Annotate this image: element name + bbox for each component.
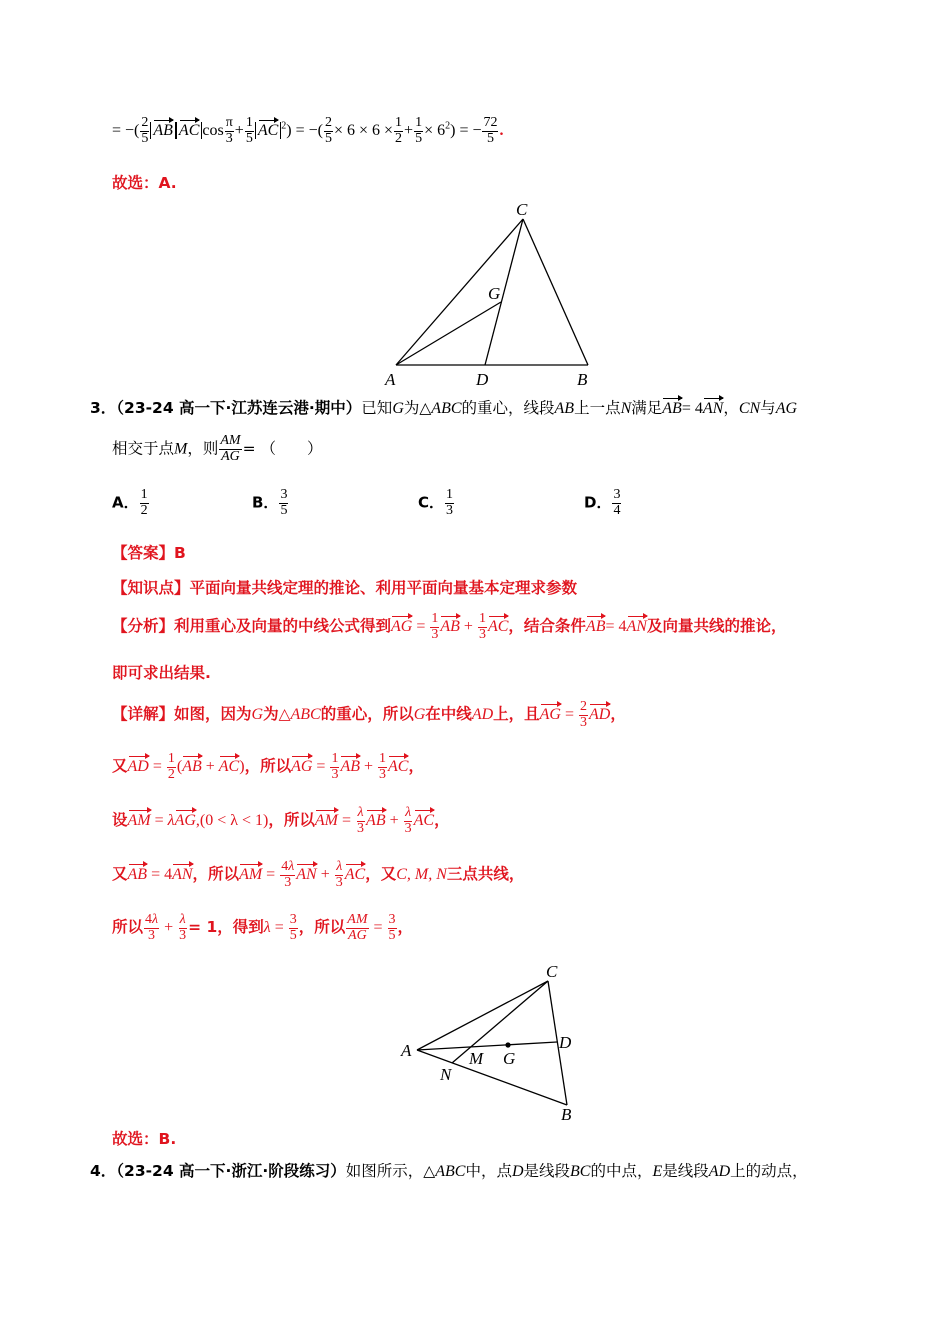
solution-analysis: 【分析】利用重心及向量的中线公式得到AG = $\frac{1}{3}$ AB + $\frac{1}{3}$ AC，结合条件AB= 4AN及向量共线的推论， [112, 611, 787, 642]
fig1-label-d: D [476, 370, 489, 389]
fig1-label-c: C [516, 200, 528, 219]
solution-knowledge: 【知识点】平面向量共线定理的推论、利用平面向量基本定理求参数 [112, 579, 578, 597]
question-4-line-1: 4．（23-24 高一下·浙江·阶段练习）如图所示，△ABC中，点D是线段BC的中点，E是线段AD上的动点， [90, 1162, 808, 1180]
fig1-label-g: G [488, 284, 501, 303]
solution-detail-5: 所以 $\frac{4\lambda}{3}$ + $\frac{\lambda}{3}$ = 1，得到λ = $\frac{3}{5}$ ，所以 $\frac{AM}{AG}$ = $\frac{3}{5}$ ， [112, 912, 414, 943]
option-b[interactable]: B． $\frac{3}{5}$ [252, 487, 288, 518]
solution-detail-4: 又AB = 4AN，所以AM = $\frac{4\lambda}{3}$ AN + $\frac{\lambda}{3}$ AC，又C, M, N三点共线， [112, 859, 525, 890]
question-3-line-1: 3．（23-24 高一下·江苏连云港·期中）已知G为△ABC的重心，线段AB上一点N满足AB= 4AN，CN与AG [90, 399, 798, 417]
fig2-label-a: A [401, 1041, 412, 1060]
previous-answer: 故选：A. [112, 174, 177, 192]
solution-detail-3: 设AM = λAG,(0 < λ < 1)，所以AM = $\frac{\lambda}{3}$ AB + $\frac{\lambda}{3}$ AC， [112, 805, 450, 836]
fig2-label-c: C [546, 962, 558, 981]
top-formula: = −( $\frac{2}{5}$ AB AC cos $\frac{\pi}{3}$ + $\frac{1}{5}$ AC $^2$) = −( $\frac{2}{5}$ × 6 × 6 × $\frac{1}{2}$ + $\frac{1}{5}$ × $6^2$) = − $\frac{72}{5}$ . [112, 115, 504, 146]
fig1-line-cb [523, 219, 588, 365]
fig2-point-g [505, 1042, 510, 1047]
fig1-label-b: B [577, 370, 588, 389]
solution-analysis-line-2: 即可求出结果. [112, 664, 211, 682]
solution-answer-end: 故选：B. [112, 1130, 177, 1148]
fig2-line-ad [417, 1042, 557, 1050]
fig1-line-ag [396, 302, 501, 365]
figure-triangle-1 [375, 198, 605, 390]
fig1-label-a: A [385, 370, 396, 389]
question-3-line-2: 相交于点M，则 $\frac{AM}{AG}$ = （ ） [112, 433, 323, 464]
fig2-label-d: D [559, 1033, 572, 1052]
option-a[interactable]: A． $\frac{1}{2}$ [112, 487, 148, 518]
fig2-label-n: N [440, 1065, 452, 1084]
solution-detail-1: 【详解】如图，因为G为△ABC的重心，所以G在中线AD上，且AG = $\frac{2}{3}$ AD， [112, 699, 626, 730]
fig2-line-cn [452, 981, 548, 1063]
fig2-label-g: G [503, 1049, 516, 1068]
solution-detail-2: 又AD = $\frac{1}{2}$ (AB + AC)，所以AG = $\frac{1}{3}$ AB + $\frac{1}{3}$ AC， [112, 751, 424, 782]
option-c[interactable]: C． $\frac{1}{3}$ [418, 487, 454, 518]
option-d[interactable]: D． $\frac{3}{4}$ [584, 487, 621, 518]
fig2-label-b: B [561, 1105, 572, 1120]
fig2-label-m: M [469, 1049, 484, 1068]
figure-triangle-2 [395, 960, 585, 1120]
fig2-line-ac [417, 981, 548, 1050]
solution-answer: 【答案】B [112, 544, 186, 562]
